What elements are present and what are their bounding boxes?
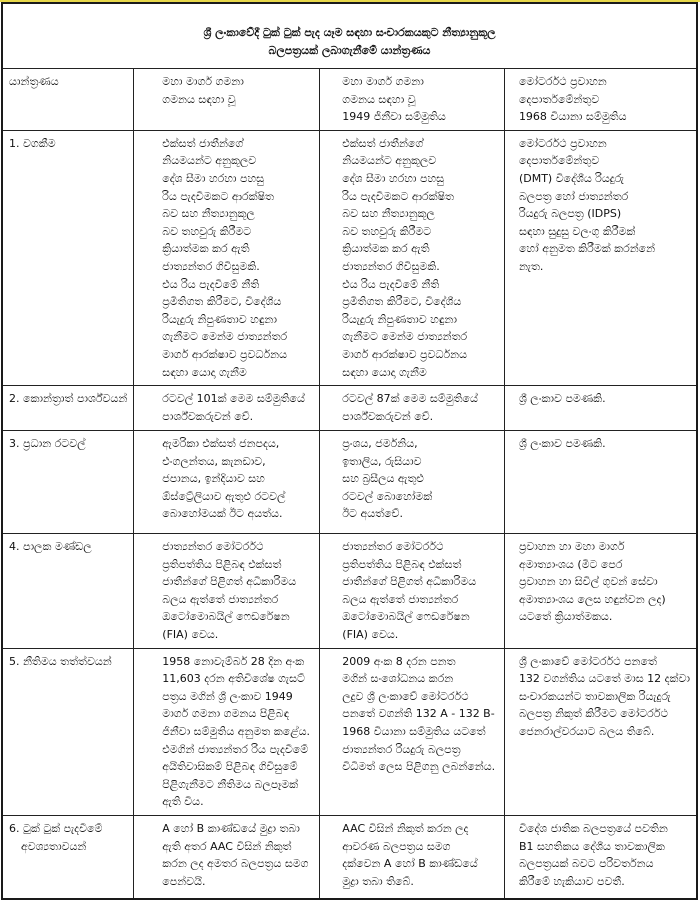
header-road-traffic bbox=[134, 69, 320, 131]
table-row bbox=[2, 431, 697, 534]
row-label bbox=[2, 648, 134, 815]
cell-text-line: බව සහ නීත්‍යානුකූල bbox=[162, 207, 255, 221]
cell-text-line: ප්‍රතිපත්තිය පිළිබඳ එක්සත් bbox=[162, 557, 282, 571]
table-row bbox=[2, 648, 697, 815]
cell-text-line: මගින් සංශෝධනය කරන bbox=[342, 672, 454, 686]
cell-text-line: සඳහා සුදුසු වලංගු කිරීමක් bbox=[518, 224, 636, 238]
cell-text-line: එංගලන්තය, කැනඩාව, bbox=[162, 454, 266, 468]
cell-text-line: නියමයන්ට අනුකූලව bbox=[162, 154, 257, 168]
cell-text-line: B1 සහතිකය දේශීය තාවකාලික bbox=[518, 839, 665, 853]
cell-text-line: ලදුව ශ්‍රී ලංකාවේ මෝටර්රථ bbox=[342, 689, 469, 703]
cell-text-line: පාර්ශ්වකරුවන් වේ. bbox=[342, 409, 434, 423]
cell-col3 bbox=[320, 816, 505, 900]
cell-text-line: බලපත්‍රයක් බවට පරිවර්තනය bbox=[518, 857, 654, 871]
cell-text-line: රිය පැදවීමකට ආරක්ෂිත bbox=[342, 189, 454, 203]
cell-text-line: මෝටර්රථ ප්‍රවාහන bbox=[518, 136, 607, 150]
cell-text-line: යාන්ත්‍රණය bbox=[9, 75, 59, 88]
cell-text-line: 1968 වියානා සම්මුතිය යටතේ bbox=[342, 725, 486, 739]
cell-text-line: මාර්ග ආරක්ෂාව ප්‍රවර්ධනය bbox=[162, 347, 287, 361]
cell-text-line: බොහෝමයක් ඊට අයත්ය. bbox=[162, 507, 283, 521]
cell-text-line: කිරීමේ හැකියාව පවතී. bbox=[518, 874, 625, 888]
cell-text-line: මාර්ග ආරක්ෂාව ප්‍රවර්ධනය bbox=[342, 347, 467, 361]
row-label bbox=[2, 534, 134, 649]
cell-text-line: දෙපාර්තමේන්තුව bbox=[518, 154, 600, 168]
cell-text-line: ප්‍රතිපත්තිය පිළිබඳ එක්සත් bbox=[342, 557, 462, 571]
cell-text-line: පිළිගැනීමට නීතිමය බලපෑමක් bbox=[162, 777, 299, 791]
cell-text-line: ජාත්‍යන්තර මෝටර්රථ bbox=[162, 540, 264, 554]
cell-text-line: පාර්ශ්වකරුවන් වේ. bbox=[162, 409, 254, 423]
cell-text-line: රිය පැදවීමකට ආරක්ෂිත bbox=[162, 189, 274, 203]
cell-text-line: A හෝ B කාණ්ඩයේ මුද්‍රා තබා bbox=[162, 822, 300, 835]
cell-text-line: බලපත්‍ර නිකුත් කිරීමට මෝටර්රථ bbox=[518, 707, 668, 721]
cell-text-line: ජාත්‍යන්තර ගිවිසුමකි. bbox=[162, 259, 260, 273]
cell-text-line: එය රිය පැදවීමේ නීති bbox=[162, 277, 260, 291]
cell-text-line: සංචාරකයන්ට තාවකාලික රියැදුරු bbox=[518, 689, 671, 703]
cell-text-line: ජපානය, ඉන්දියාව සහ bbox=[162, 472, 265, 486]
cell-col4 bbox=[504, 431, 697, 534]
cell-text-line: 6. ටුක් ටුක් පැදවීමේ bbox=[9, 822, 103, 835]
table-row bbox=[2, 386, 697, 431]
row-label bbox=[2, 816, 134, 900]
cell-text-line: පනතේ වගන්ති 132 A - 132 B- bbox=[342, 707, 495, 721]
cell-text-line: ගමනය සඳහා වූ bbox=[342, 92, 416, 106]
cell-col2 bbox=[134, 534, 320, 649]
cell-text-line: සඳහා යොදා ගැනීම bbox=[162, 365, 247, 379]
cell-text-line: 3. ප්‍රධාන රටවල් bbox=[9, 437, 86, 451]
cell-text-line: පෙන්වයි. bbox=[162, 874, 206, 888]
cell-col3 bbox=[320, 534, 505, 649]
cell-text-line: මහා මාර්ග ගමනා bbox=[162, 75, 244, 88]
comparison-table bbox=[1, 2, 698, 900]
cell-text-line: රටවල් 101ක් මෙම සම්මුතියේ bbox=[162, 392, 305, 406]
cell-text-line: සඳහා යොදා ගැනීම bbox=[342, 365, 427, 379]
cell-text-line: රටවල් බොහෝමක් bbox=[342, 489, 433, 503]
cell-text-line: එය රිය පැදවීමේ නීති bbox=[342, 277, 440, 291]
cell-text-line: නියමයන්ට අනුකූලව bbox=[342, 154, 437, 168]
cell-text-line: බලය ඇත්තේ ජාත්‍යන්තර bbox=[342, 592, 459, 606]
cell-text-line: මහා මාර්ග ගමනා bbox=[342, 75, 424, 88]
cell-col4 bbox=[504, 534, 697, 649]
cell-text-line: දේශ සීමා හරහා පහසු bbox=[162, 171, 265, 185]
cell-text-line: දෙපාර්තමේන්තුව bbox=[518, 92, 600, 106]
table-row bbox=[2, 534, 697, 649]
cell-text-line: දේශ සීමා හරහා පහසු bbox=[342, 171, 445, 185]
cell-text-line: ප්‍රවාහන හා මහා මාර්ග bbox=[518, 540, 625, 554]
row-label bbox=[2, 431, 134, 534]
cell-text-line: ජාත්‍යන්තර මෝටර්රථ bbox=[342, 540, 444, 554]
cell-text-line: ජාත්‍යන්තර ගිවිසුමකි. bbox=[342, 259, 440, 273]
cell-text-line: බව සහ නීත්‍යානුකූල bbox=[342, 207, 435, 221]
cell-text-line: ඔටෝමොබයිල් ෆෙඩරේෂන bbox=[162, 610, 290, 624]
row-label bbox=[2, 386, 134, 431]
cell-col2 bbox=[134, 386, 320, 431]
cell-text-line: ඊට අයත්වේ. bbox=[342, 507, 403, 521]
cell-text-line: රියැදුරු නිපුණතාව හඳුනා bbox=[342, 312, 457, 326]
cell-text-line: බලය ඇත්තේ ජාත්‍යන්තර bbox=[162, 592, 279, 606]
cell-text-line: ඉතාලිය, රුසියාව bbox=[342, 454, 422, 468]
cell-text-line: රියදුරු බලපත්‍ර (IDPS) bbox=[518, 207, 622, 221]
cell-text-line: අයිතිවාසිකම් පිළිබඳ ගිවිසුමේ bbox=[162, 760, 298, 774]
cell-col3 bbox=[320, 130, 505, 385]
cell-text-line: ජාතීන්ගේ පිළිගත් අධිකාරිමය bbox=[162, 575, 297, 589]
cell-col3 bbox=[320, 648, 505, 815]
table-row bbox=[2, 816, 697, 900]
cell-text-line: රටවල් 87ක් මෙම සම්මුතියේ bbox=[342, 392, 478, 406]
cell-text-line: ආවරණ බලපත්‍රය සමග bbox=[342, 839, 451, 853]
cell-text-line: (DMT) විදේශීය රියදුරු bbox=[518, 171, 624, 185]
cell-text-line: ඇති අතර AAC විසින් නිකුත් bbox=[162, 839, 292, 853]
cell-text-line: ගැනීමට මෙන්ම ජාත්‍යන්තර bbox=[162, 330, 288, 344]
cell-text-line: ඇති විය. bbox=[162, 795, 204, 809]
cell-col2 bbox=[134, 648, 320, 815]
cell-text-line: 1949 ජිනීවා සම්මුතිය bbox=[342, 110, 446, 124]
cell-text-line: ශ්‍රී ලංකාව පමණකි. bbox=[518, 392, 606, 406]
cell-text-line: ඔටෝමොබයිල් ෆෙඩරේෂන bbox=[342, 610, 470, 624]
cell-col3 bbox=[320, 386, 505, 431]
cell-text-line: ප්‍රවාහන හා සිවිල් ගුවන් සේවා bbox=[518, 575, 658, 589]
header-row bbox=[2, 69, 697, 131]
cell-text-line: අවශ්‍යතාවයන් bbox=[21, 839, 87, 853]
cell-col3 bbox=[320, 431, 505, 534]
cell-text-line: හෝ අනුමත කිරීමක් කරන්නේ bbox=[518, 242, 656, 256]
cell-text-line: බලපත්‍ර හෝ ජාත්‍යන්තර bbox=[518, 189, 629, 203]
table-row bbox=[2, 130, 697, 385]
row-label bbox=[2, 130, 134, 385]
cell-text-line: ඕස්ට්‍රේලියාව ඇතුළු රටවල් bbox=[162, 489, 286, 503]
cell-text-line: ක්‍රියාත්මක කර ඇති bbox=[342, 242, 430, 256]
cell-text-line: මුද්‍රා තබා තිබේ. bbox=[342, 874, 414, 888]
cell-text-line: 2009 අංක 8 දරන පනත bbox=[342, 654, 456, 668]
title-line-2: බලපත්‍රයක් ලබාගැනීමේ යාන්ත්‍රණය bbox=[268, 43, 431, 57]
cell-text-line: විධිමත් ලෙස පිළිගනු ලබන්නේය. bbox=[342, 760, 496, 774]
cell-col2 bbox=[134, 431, 320, 534]
cell-text-line: කරන ලද අමතර බලපත්‍රය සමග bbox=[162, 857, 309, 871]
cell-text-line: නැත. bbox=[518, 259, 544, 273]
header-geneva-1949 bbox=[320, 69, 505, 131]
cell-text-line: අමාත්‍යාංශය (මීට පෙර bbox=[518, 557, 623, 571]
cell-text-line: 5. නීතිමය තත්ත්වයන් bbox=[9, 654, 112, 668]
cell-text-line: රියැදුරු නිපුණතාව හඳුනා bbox=[162, 312, 277, 326]
cell-text-line: එක්සත් ජාතීන්ගේ bbox=[342, 136, 424, 150]
cell-text-line: බව තහවුරු කිරීමට bbox=[162, 224, 252, 238]
cell-text-line: 1. වගකීම bbox=[9, 136, 56, 150]
cell-text-line: බව තහවුරු කිරීමට bbox=[342, 224, 432, 238]
header-vienna-1968 bbox=[504, 69, 697, 131]
cell-text-line: ගමනය සඳහා වූ bbox=[162, 92, 236, 106]
cell-text-line: යටතේ ක්‍රියාත්මකය. bbox=[518, 610, 613, 624]
cell-text-line: 4. පාලක මණ්ඩල bbox=[9, 540, 92, 554]
table-title bbox=[2, 3, 697, 69]
cell-text-line: 2. කොන්ත්‍රාත් පාර්ශ්වයන් bbox=[9, 392, 128, 406]
cell-text-line: 1958 නොවැම්බර් 28 දින අංක bbox=[162, 654, 305, 668]
cell-col4 bbox=[504, 648, 697, 815]
cell-text-line: ශ්‍රී ලංකාවේ මෝටර්රථ පනතේ bbox=[518, 654, 657, 668]
cell-text-line: පත්‍රය මගින් ශ්‍රී ලංකාව 1949 bbox=[162, 689, 293, 703]
cell-text-line: එක්සත් ජාතීන්ගේ bbox=[162, 136, 244, 150]
cell-text-line: එමගින් ජාත්‍යන්තර රිය පැදවීමේ bbox=[162, 742, 309, 756]
cell-col2 bbox=[134, 130, 320, 385]
cell-text-line: ජෙනරාල්වරයාට බලය තිබේ. bbox=[518, 725, 655, 739]
cell-text-line: සහ බ්‍රසීලය ඇතුළු bbox=[342, 472, 424, 486]
cell-text-line: ජිනීවා සම්මුතිය අනුමත කළේය. bbox=[162, 725, 311, 739]
cell-text-line: මෝටර්රථ ප්‍රවාහන bbox=[518, 75, 607, 88]
cell-text-line: 11,603 දරන අතිවිශේෂ ගැසට් bbox=[162, 672, 305, 686]
cell-text-line: ප්‍රමිතිගත කිරීමට, විදේශීය bbox=[162, 295, 282, 309]
cell-text-line: ගැනීමට මෙන්ම ජාත්‍යන්තර bbox=[342, 330, 468, 344]
cell-text-line: ප්‍රංශය, ජර්මනිය, bbox=[342, 437, 418, 451]
cell-col4 bbox=[504, 386, 697, 431]
cell-text-line: 1968 වියානා සම්මුතිය bbox=[518, 110, 627, 124]
cell-text-line: ජාතීන්ගේ පිළිගත් අධිකාරිමය bbox=[342, 575, 477, 589]
cell-text-line: ඇමරිකා එක්සත් ජනපදය, bbox=[162, 437, 280, 451]
cell-text-line: අමාත්‍යාංශය ලෙස හඳුන්වන ලද) bbox=[518, 592, 666, 606]
cell-text-line: මාර්ග ගමනා ගමනය පිළිබඳ bbox=[162, 707, 290, 721]
header-mechanism bbox=[2, 69, 134, 131]
cell-col4 bbox=[504, 130, 697, 385]
cell-text-line: ක්‍රියාත්මක කර ඇති bbox=[162, 242, 250, 256]
cell-text-line: ශ්‍රී ලංකාව පමණකි. bbox=[518, 437, 606, 451]
cell-col4 bbox=[504, 816, 697, 900]
cell-text-line: ජාත්‍යන්තර රියදුරු බලපත්‍ර bbox=[342, 742, 461, 756]
cell-text-line: (FIA) වෙය. bbox=[342, 628, 399, 642]
cell-text-line: දක්වෙන A හෝ B කාණ්ඩයේ bbox=[342, 857, 478, 871]
cell-text-line: 132 වගන්තිය යටතේ මාස 12 දක්වා bbox=[518, 672, 690, 686]
cell-text-line: විදේශ ජාතික බලපත්‍රයේ පවතින bbox=[518, 822, 668, 835]
title-row bbox=[2, 3, 697, 69]
cell-col2 bbox=[134, 816, 320, 900]
cell-text-line: AAC විසින් නිකුත් කරන ලද bbox=[342, 822, 469, 835]
cell-text-line: ප්‍රමිතිගත කිරීමට, විදේශීය bbox=[342, 295, 462, 309]
cell-text-line: (FIA) වෙය. bbox=[162, 628, 219, 642]
title-line-1: ශ්‍රී ලංකාවේදී ටුක් ටුක් පැද යෑම සඳහා සංචාරකයකුට නීත්‍යානුකූල bbox=[203, 26, 496, 39]
